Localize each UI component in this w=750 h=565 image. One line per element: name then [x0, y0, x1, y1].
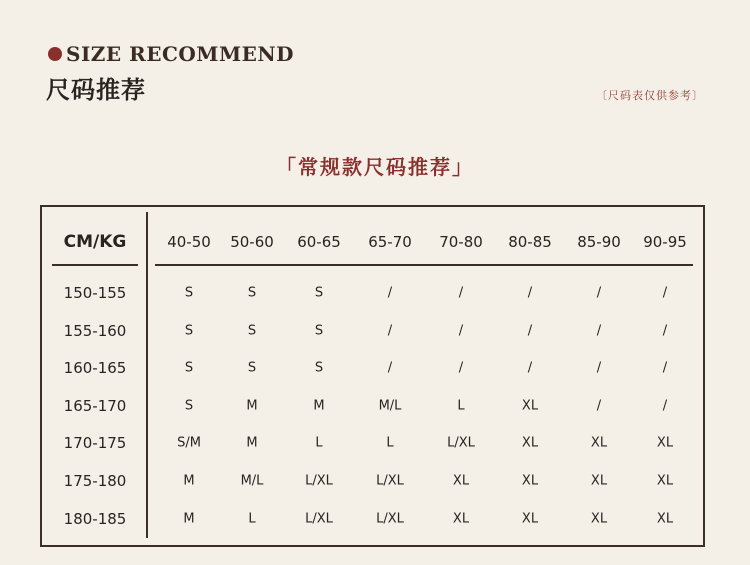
row-header-height: 170-175: [63, 434, 127, 452]
column-header-weight: 70-80: [439, 233, 483, 251]
size-cell: XL: [590, 511, 608, 527]
size-cell: L/XL: [447, 435, 475, 451]
size-cell: S: [314, 360, 324, 376]
size-cell: M: [183, 473, 195, 489]
reference-note: 〔尺码表仅供参考〕: [596, 89, 704, 102]
size-cell: /: [458, 285, 464, 301]
size-cell: /: [458, 360, 464, 376]
size-cell: XL: [521, 435, 539, 451]
size-cell: /: [387, 360, 393, 376]
size-cell: /: [662, 360, 668, 376]
size-cell: /: [662, 285, 668, 301]
size-cell: S: [184, 360, 194, 376]
size-cell: XL: [452, 511, 470, 527]
size-cell: /: [596, 360, 602, 376]
size-cell: XL: [521, 511, 539, 527]
column-header-weight: 50-60: [230, 233, 274, 251]
section-title-en: [48, 42, 294, 66]
section-title-cn: 尺码推荐: [46, 76, 146, 104]
column-header-weight: 65-70: [368, 233, 412, 251]
size-cell: /: [662, 398, 668, 414]
table-title: 「常规款尺码推荐」: [276, 155, 474, 179]
size-cell: S: [184, 285, 194, 301]
row-header-height: 180-185: [63, 510, 127, 528]
size-cell: XL: [590, 473, 608, 489]
size-cell: /: [458, 323, 464, 339]
size-cell: /: [662, 323, 668, 339]
table-header-divider-left: [52, 264, 138, 266]
size-cell: /: [596, 398, 602, 414]
size-cell: S: [247, 285, 257, 301]
size-cell: S: [314, 323, 324, 339]
table-header-divider-right: [155, 264, 693, 266]
column-header-weight: 90-95: [643, 233, 687, 251]
bullet-dot-icon: [48, 47, 62, 61]
size-cell: L/XL: [305, 473, 333, 489]
column-header-weight: 60-65: [297, 233, 341, 251]
size-cell: L: [386, 435, 394, 451]
size-cell: /: [387, 285, 393, 301]
size-cell: L/XL: [376, 473, 404, 489]
size-cell: M: [183, 511, 195, 527]
size-cell: M/L: [378, 398, 402, 414]
size-cell: /: [387, 323, 393, 339]
size-cell: S: [247, 360, 257, 376]
size-cell: M: [246, 435, 258, 451]
table-vertical-divider: [146, 212, 148, 538]
size-cell: S: [247, 323, 257, 339]
size-cell: /: [596, 323, 602, 339]
size-cell: L: [457, 398, 465, 414]
size-cell: /: [596, 285, 602, 301]
size-cell: S/M: [177, 435, 201, 451]
table-corner-label: CM/KG: [63, 232, 127, 252]
row-header-height: 150-155: [63, 284, 127, 302]
size-cell: S: [184, 398, 194, 414]
size-cell: /: [527, 360, 533, 376]
size-table-frame: [40, 205, 705, 547]
section-title-en-text: SIZE RECOMMEND: [66, 42, 294, 66]
row-header-height: 160-165: [63, 359, 127, 377]
size-cell: M: [313, 398, 325, 414]
size-cell: XL: [656, 473, 674, 489]
size-cell: XL: [590, 435, 608, 451]
row-header-height: 175-180: [63, 472, 127, 490]
size-cell: M/L: [240, 473, 264, 489]
size-cell: /: [527, 285, 533, 301]
size-cell: XL: [656, 511, 674, 527]
size-cell: S: [184, 323, 194, 339]
row-header-height: 155-160: [63, 322, 127, 340]
size-cell: L/XL: [305, 511, 333, 527]
size-cell: XL: [521, 473, 539, 489]
size-cell: L/XL: [376, 511, 404, 527]
size-cell: L: [248, 511, 256, 527]
size-cell: XL: [452, 473, 470, 489]
size-cell: XL: [656, 435, 674, 451]
size-cell: XL: [521, 398, 539, 414]
size-cell: /: [527, 323, 533, 339]
column-header-weight: 40-50: [167, 233, 211, 251]
size-cell: M: [246, 398, 258, 414]
size-cell: L: [315, 435, 323, 451]
size-cell: S: [314, 285, 324, 301]
row-header-height: 165-170: [63, 397, 127, 415]
column-header-weight: 80-85: [508, 233, 552, 251]
column-header-weight: 85-90: [577, 233, 621, 251]
